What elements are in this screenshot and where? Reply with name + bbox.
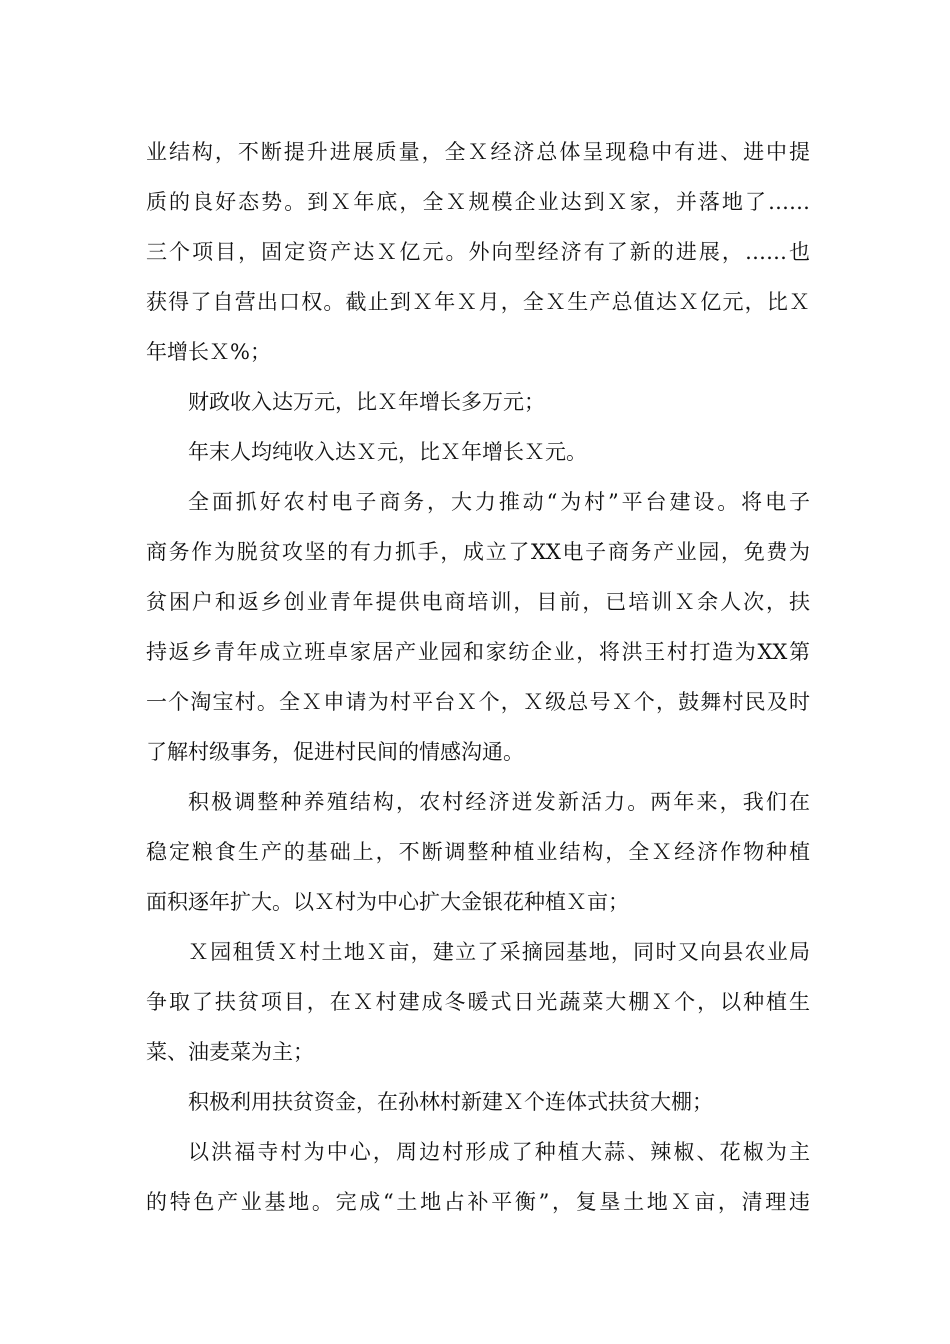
text-line: 一个淘宝村。全Ｘ申请为村平台Ｘ个，Ｘ级总号Ｘ个，鼓舞村民及时 xyxy=(146,690,810,714)
text-line: 稳定粮食生产的基础上，不断调整种植业结构，全Ｘ经济作物种植 xyxy=(146,840,810,864)
text-line: 商务作为脱贫攻坚的有力抓手，成立了XX电子商务产业园，免费为 xyxy=(146,540,810,564)
text-line: 以洪福寺村为中心，周边村形成了种植大蒜、辣椒、花椒为主 xyxy=(188,1140,810,1164)
text-line: 三个项目，固定资产达Ｘ亿元。外向型经济有了新的进展，……也 xyxy=(146,240,810,264)
text-line: 全面抓好农村电子商务，大力推动“为村”平台建设。将电子 xyxy=(188,490,810,514)
text-line: 获得了自营出口权。截止到Ｘ年Ｘ月，全Ｘ生产总值达Ｘ亿元，比Ｘ xyxy=(146,290,810,314)
text-line: 积极调整种养殖结构，农村经济迸发新活力。两年来，我们在 xyxy=(188,790,810,814)
text-line: 业结构，不断提升进展质量，全Ｘ经济总体呈现稳中有进、进中提 xyxy=(146,140,810,164)
text-line: 面积逐年扩大。以Ｘ村为中心扩大金银花种植Ｘ亩； xyxy=(146,890,629,914)
text-line: 质的良好态势。到Ｘ年底，全Ｘ规模企业达到Ｘ家，并落地了…… xyxy=(146,190,810,214)
text-line: 菜、油麦菜为主； xyxy=(146,1040,314,1064)
text-line: 财政收入达万元，比Ｘ年增长多万元； xyxy=(188,390,545,414)
text-line: Ｘ园租赁Ｘ村土地Ｘ亩，建立了采摘园基地，同时又向县农业局 xyxy=(188,940,810,964)
text-line: 年末人均纯收入达Ｘ元，比Ｘ年增长Ｘ元。 xyxy=(188,440,587,464)
text-line: 积极利用扶贫资金，在孙林村新建Ｘ个连体式扶贫大棚； xyxy=(188,1090,713,1114)
text-line: 的特色产业基地。完成“土地占补平衡”，复垦土地Ｘ亩，清理违 xyxy=(146,1190,810,1214)
text-line: 持返乡青年成立班卓家居产业园和家纺企业，将洪王村打造为XX第 xyxy=(146,640,810,664)
text-line: 年增长Ｘ%； xyxy=(146,340,271,364)
text-line: 了解村级事务，促进村民间的情感沟通。 xyxy=(146,740,524,764)
text-line: 争取了扶贫项目，在Ｘ村建成冬暖式日光蔬菜大棚Ｘ个，以种植生 xyxy=(146,990,810,1014)
text-line: 贫困户和返乡创业青年提供电商培训，目前，已培训Ｘ余人次，扶 xyxy=(146,590,810,614)
